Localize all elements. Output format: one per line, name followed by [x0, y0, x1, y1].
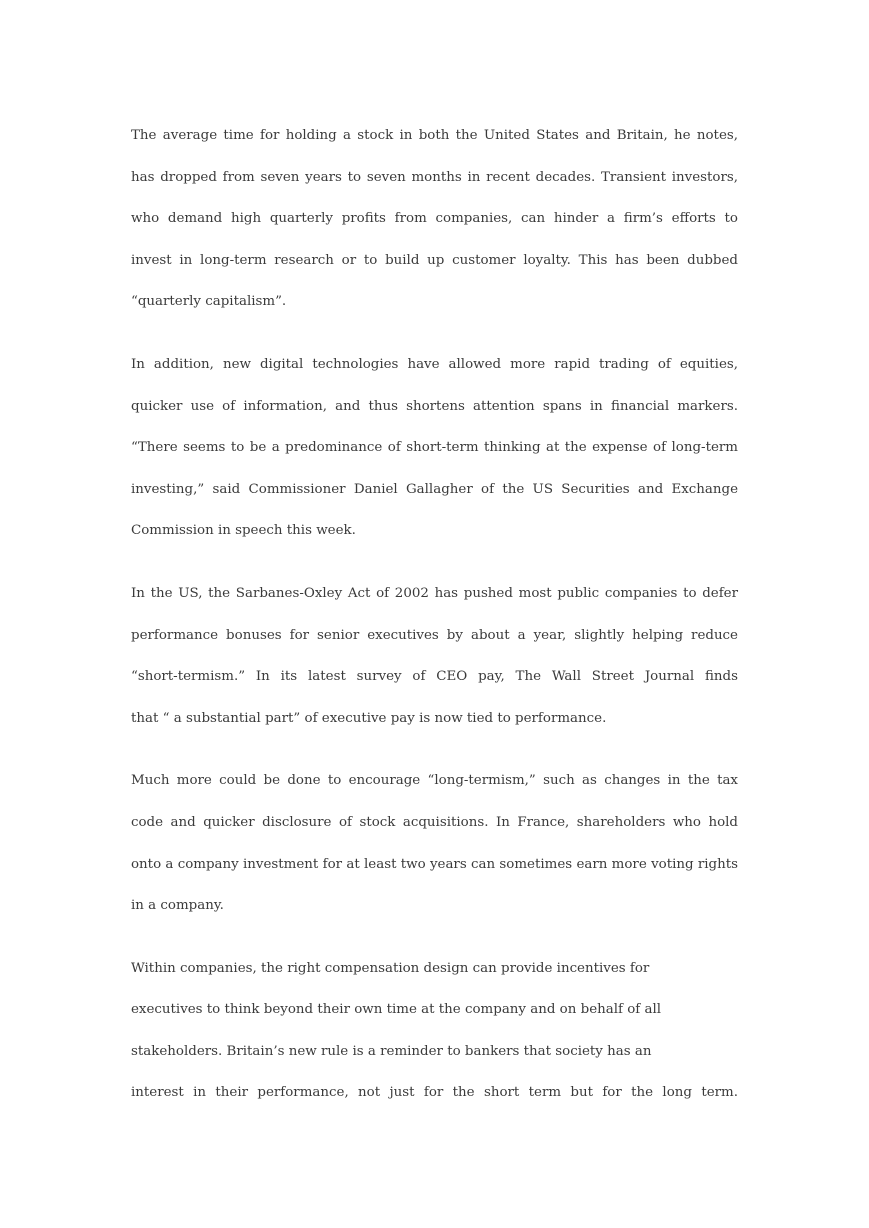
- paragraph-line: In addition, new digital technologies have allowed more rapid trading of equities,: [131, 356, 738, 372]
- paragraph-line: code and quicker disclosure of stock acquisitions. In France, shareholders who hold: [131, 814, 738, 830]
- paragraph-line: that “ a substantial part” of executive pay is now tied to performance.: [131, 710, 607, 726]
- paragraph-line: “short-termism.” In its latest survey of CEO pay, The Wall Street Journal finds: [131, 669, 738, 685]
- paragraph-line: investing,” said Commissioner Daniel Gallagher of the US Securities and Exchange: [131, 481, 738, 497]
- paragraph-line: Commission in speech this week.: [131, 523, 356, 539]
- paragraph-line: invest in long-term research or to build up customer loyalty. This has been dubbed: [131, 252, 738, 268]
- paragraph-line: “quarterly capitalism”.: [131, 294, 287, 310]
- paragraph-line: quicker use of information, and thus shortens attention spans in financial markers.: [131, 398, 738, 414]
- paragraph-line: Within companies, the right compensation design can provide incentives for: [131, 960, 650, 976]
- paragraph-line: who demand high quarterly profits from companies, can hinder a firm’s efforts to: [131, 211, 738, 227]
- paragraph-line: executives to think beyond their own time at the company and on behalf of all: [131, 1002, 662, 1018]
- paragraph-line: in a company.: [131, 898, 224, 914]
- paragraph-line: The average time for holding a stock in both the United States and Britain, he notes,: [131, 128, 738, 143]
- paragraph-3: [131, 573, 738, 739]
- paragraph-line: “There seems to be a predominance of short-term thinking at the expense of long-term: [131, 440, 738, 456]
- paragraph-line: stakeholders. Britain’s new rule is a reminder to bankers that society has an: [131, 1043, 652, 1059]
- paragraph-line: performance bonuses for senior executives by about a year, slightly helping reduce: [131, 627, 738, 643]
- paragraph-2: [131, 344, 738, 552]
- paragraph-line: onto a company investment for at least two years can sometimes earn more voting rights: [131, 856, 738, 872]
- paragraph-line: interest in their performance, not just for the short term but for the long term.: [131, 1085, 738, 1101]
- paragraph-line: Much more could be done to encourage “long-termism,” such as changes in the tax: [131, 773, 738, 789]
- paragraph-5: [131, 948, 738, 1114]
- paragraph-1: [131, 115, 738, 323]
- document-body: [131, 115, 738, 1135]
- paragraph-line: In the US, the Sarbanes-Oxley Act of 2002 has pushed most public companies to defer: [131, 585, 738, 601]
- paragraph-4: [131, 760, 738, 926]
- paragraph-line: has dropped from seven years to seven months in recent decades. Transient investors,: [131, 169, 738, 185]
